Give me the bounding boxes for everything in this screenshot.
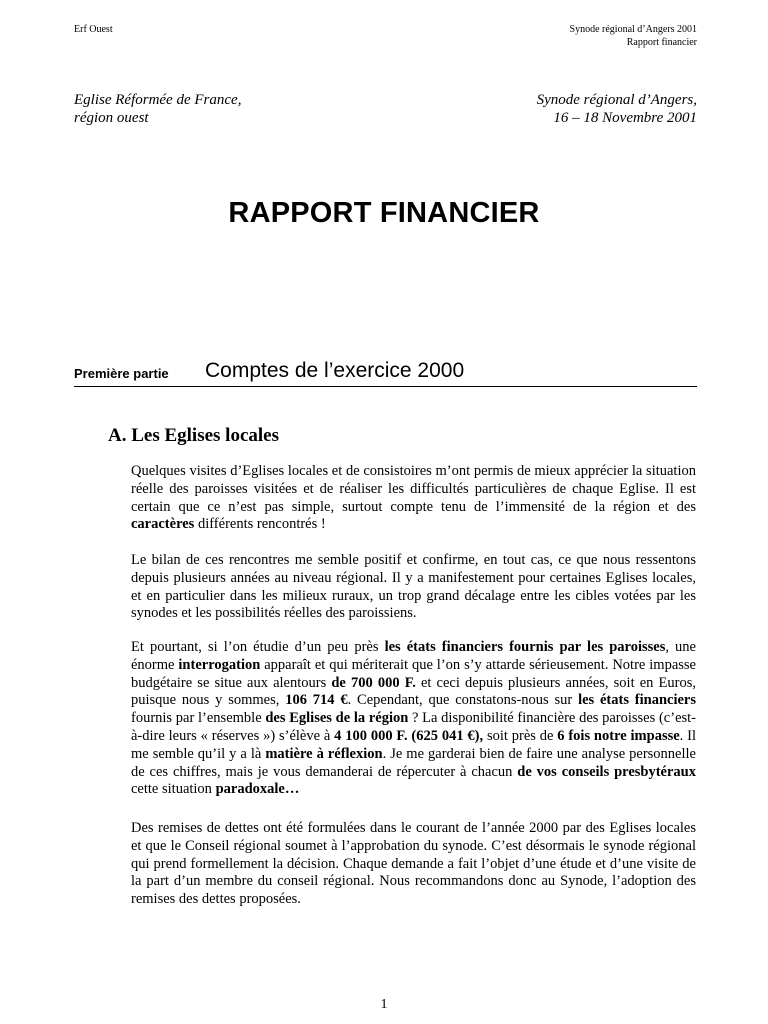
- bold-span: caractères: [131, 516, 195, 533]
- bold-span: 6 fois notre impasse: [557, 727, 680, 744]
- paragraph-2: Le bilan de ces rencontres me semble positif et confirme, en tout cas, ce que nous ressentons depuis plusieurs années au niveau régional. Il y a manifestement pour certaines Eglises locales, et en particulier dans les milieux ruraux, un trop grand décalage entre les cibles votées par les synodes et les possibilités réelles des paroissiens.: [131, 552, 696, 622]
- header-report: Rapport financier: [626, 37, 697, 48]
- synod-dates: 16 – 18 Novembre 2001: [553, 110, 697, 126]
- bold-span: de 700 000 F.: [331, 674, 416, 691]
- section-heading: A. Les Eglises locales: [108, 425, 279, 446]
- text-span: Et pourtant, si l’on étudie d’un peu près: [131, 639, 385, 655]
- church-name: Eglise Réformée de France,: [74, 92, 242, 108]
- paragraph-3: [131, 639, 696, 799]
- part-header: [74, 358, 697, 387]
- address-right: [537, 91, 697, 127]
- address-left: [74, 91, 241, 127]
- bold-span: 106 714 €: [285, 692, 348, 709]
- bold-span: de vos conseils presbytéraux: [517, 763, 696, 780]
- page-number: 1: [380, 997, 388, 1012]
- header-org: Erf Ouest: [74, 24, 113, 35]
- paragraph-4: Des remises de dettes ont été formulées dans le courant de l’année 2000 par des Eglises locales et que le Conseil régional soumet à l’approbation du synode. C’est désormais le synode régional qui prend formellement la décision. Chaque demande a fait l’objet d’une étude et d’une visite de la part d’un membre du conseil régional. Nous recommandons donc au Synode, l’adoption des remises des dettes proposées.: [131, 820, 696, 908]
- document-title: RAPPORT FINANCIER: [228, 197, 540, 229]
- text-span: fournis par l’ensemble: [131, 710, 266, 727]
- text-span: . Cependant, que constatons-nous sur: [347, 692, 579, 709]
- text-span: ? La disponibilité financière des paroisses (c’est-à-dire leurs « réserves ») s’élève à: [131, 710, 697, 744]
- text-span: cette situation: [131, 781, 216, 798]
- header-right: [570, 23, 697, 49]
- text-span: apparaît et qui mériterait que l’on s’y attarde sérieusement. Notre impasse budgétaire se situe aux alentours: [131, 656, 696, 691]
- header-synod: Synode régional d’Angers 2001: [569, 24, 697, 35]
- bold-span: les états financiers fournis par les paroisses: [384, 639, 666, 655]
- text-span: . Il me semble qu’il y a là: [131, 727, 696, 762]
- synod-name: Synode régional d’Angers,: [536, 92, 697, 108]
- header-left: [74, 23, 113, 36]
- text-span: et ceci depuis plusieurs années, soit en Euros, puisque nous y sommes,: [131, 674, 696, 709]
- region-name: région ouest: [74, 110, 149, 126]
- bold-span: interrogation: [178, 656, 261, 673]
- bold-span: les états financiers: [578, 692, 697, 709]
- text-span: différents rencontrés !: [194, 516, 326, 533]
- bold-span: 4 100 000 F. (625 041 €),: [334, 727, 484, 744]
- text-span: , une énorme: [131, 639, 696, 673]
- text-span: . Je me garderai bien de faire une analyse personnelle de ces chiffres, mais je vous demanderai de répercuter à chacun: [131, 745, 696, 780]
- text-span: soit près de: [483, 727, 558, 744]
- part-title: Comptes de l’exercice 2000: [205, 359, 465, 382]
- bold-span: des Eglises de la région: [265, 710, 409, 727]
- bold-span: matière à réflexion: [265, 745, 383, 762]
- paragraph-1: [131, 463, 696, 534]
- text-span: Quelques visites d’Eglises locales et de consistoires m’ont permis de mieux apprécier la situation réelle des paroisses visitées et de réaliser les difficultés particulières de chaque Eglise. Il est certain que ce n’est pas simple, surtout compte tenu de l’immensité de la région et des: [131, 463, 696, 515]
- part-label: Première partie: [74, 366, 169, 381]
- bold-span: paradoxale…: [215, 781, 300, 798]
